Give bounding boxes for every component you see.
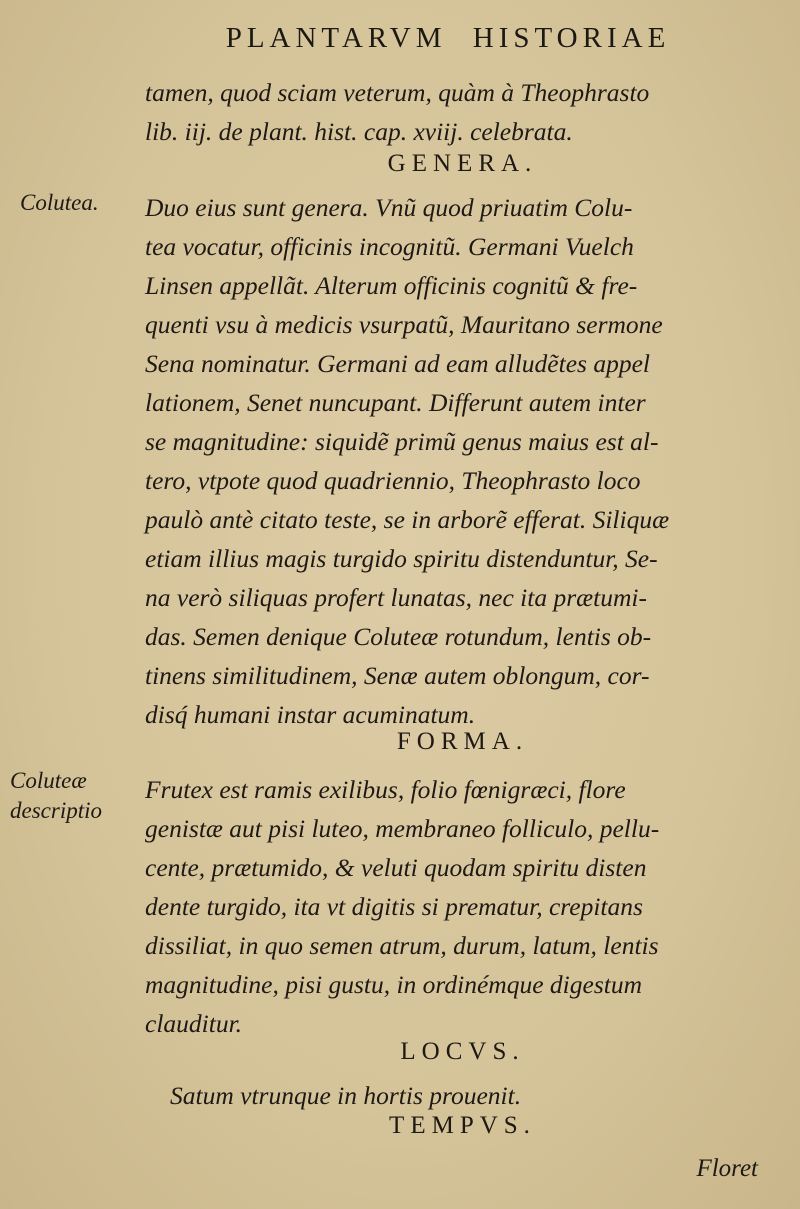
- text-line: das. Semen denique Coluteæ rotundum, lentis ob-: [145, 622, 652, 651]
- section-heading-locus: LOCVS.: [400, 1038, 525, 1065]
- text-line: lationem, Senet nuncupant. Differunt autem inter: [145, 388, 646, 417]
- text-line: paulò antè citato teste, se in arborẽ efferat. Siliquæ: [145, 505, 670, 534]
- text-line: na verò siliquas profert lunatas, nec ita prætumi-: [145, 583, 647, 612]
- text-line: lib. iij. de plant. hist. cap. xviij. celebrata.: [145, 117, 573, 146]
- text-line: cente, prætumido, & veluti quodam spiritu disten: [145, 853, 647, 882]
- text-line: tero, vtpote quod quadriennio, Theophrasto loco: [145, 466, 641, 495]
- margin-note-line: descriptio: [10, 798, 102, 823]
- text-line: dente turgido, ita vt digitis si prematur, crepitans: [145, 892, 643, 921]
- forma-paragraph: [145, 770, 780, 1043]
- text-line: tea vocatur, officinis incognitũ. Germani Vuelch: [145, 232, 634, 261]
- catchword: Floret: [696, 1155, 758, 1182]
- text-line: se magnitudine: siquidẽ primũ genus maius est al-: [145, 427, 659, 456]
- text-line: disq́ humani instar acuminatum.: [145, 700, 476, 729]
- text-line: Frutex est ramis exilibus, folio fœnigræci, flore: [145, 775, 626, 804]
- text-line: genistæ aut pisi luteo, membraneo folliculo, pellu-: [145, 814, 660, 843]
- text-line: clauditur.: [145, 1009, 243, 1038]
- locus-paragraph: [170, 1076, 800, 1115]
- intro-paragraph: [145, 73, 780, 151]
- text-line: magnitudine, pisi gustu, in ordinémque digestum: [145, 970, 642, 999]
- margin-note-line: Coluteæ: [10, 768, 87, 793]
- text-line: Sena nominatur. Germani ad eam alludẽtes appel: [145, 349, 650, 378]
- text-line: tamen, quod sciam veterum, quàm à Theophrasto: [145, 78, 650, 107]
- text-line: Duo eius sunt genera. Vnũ quod priuatim Colu-: [145, 193, 633, 222]
- margin-note-colutea: Colutea.: [20, 190, 99, 215]
- text-line: tinens similitudinem, Senæ autem oblongum, cor-: [145, 661, 650, 690]
- running-title: PLANTARVM HISTORIAE: [225, 22, 671, 54]
- text-line: Linsen appellãt. Alterum officinis cognitũ & fre-: [145, 271, 638, 300]
- text-line: Satum vtrunque in hortis prouenit.: [170, 1081, 522, 1110]
- section-heading-tempus: TEMPVS.: [389, 1112, 536, 1139]
- text-line: quenti vsu à medicis vsurpatũ, Mauritano sermone: [145, 310, 663, 339]
- text-line: dissiliat, in quo semen atrum, durum, latum, lentis: [145, 931, 659, 960]
- text-line: etiam illius magis turgido spiritu distenduntur, Se-: [145, 544, 658, 573]
- genera-paragraph: [145, 188, 780, 734]
- margin-note-colutea-descriptio: [10, 766, 102, 826]
- section-heading-genera: GENERA.: [387, 150, 538, 177]
- section-heading-forma: FORMA.: [396, 728, 529, 755]
